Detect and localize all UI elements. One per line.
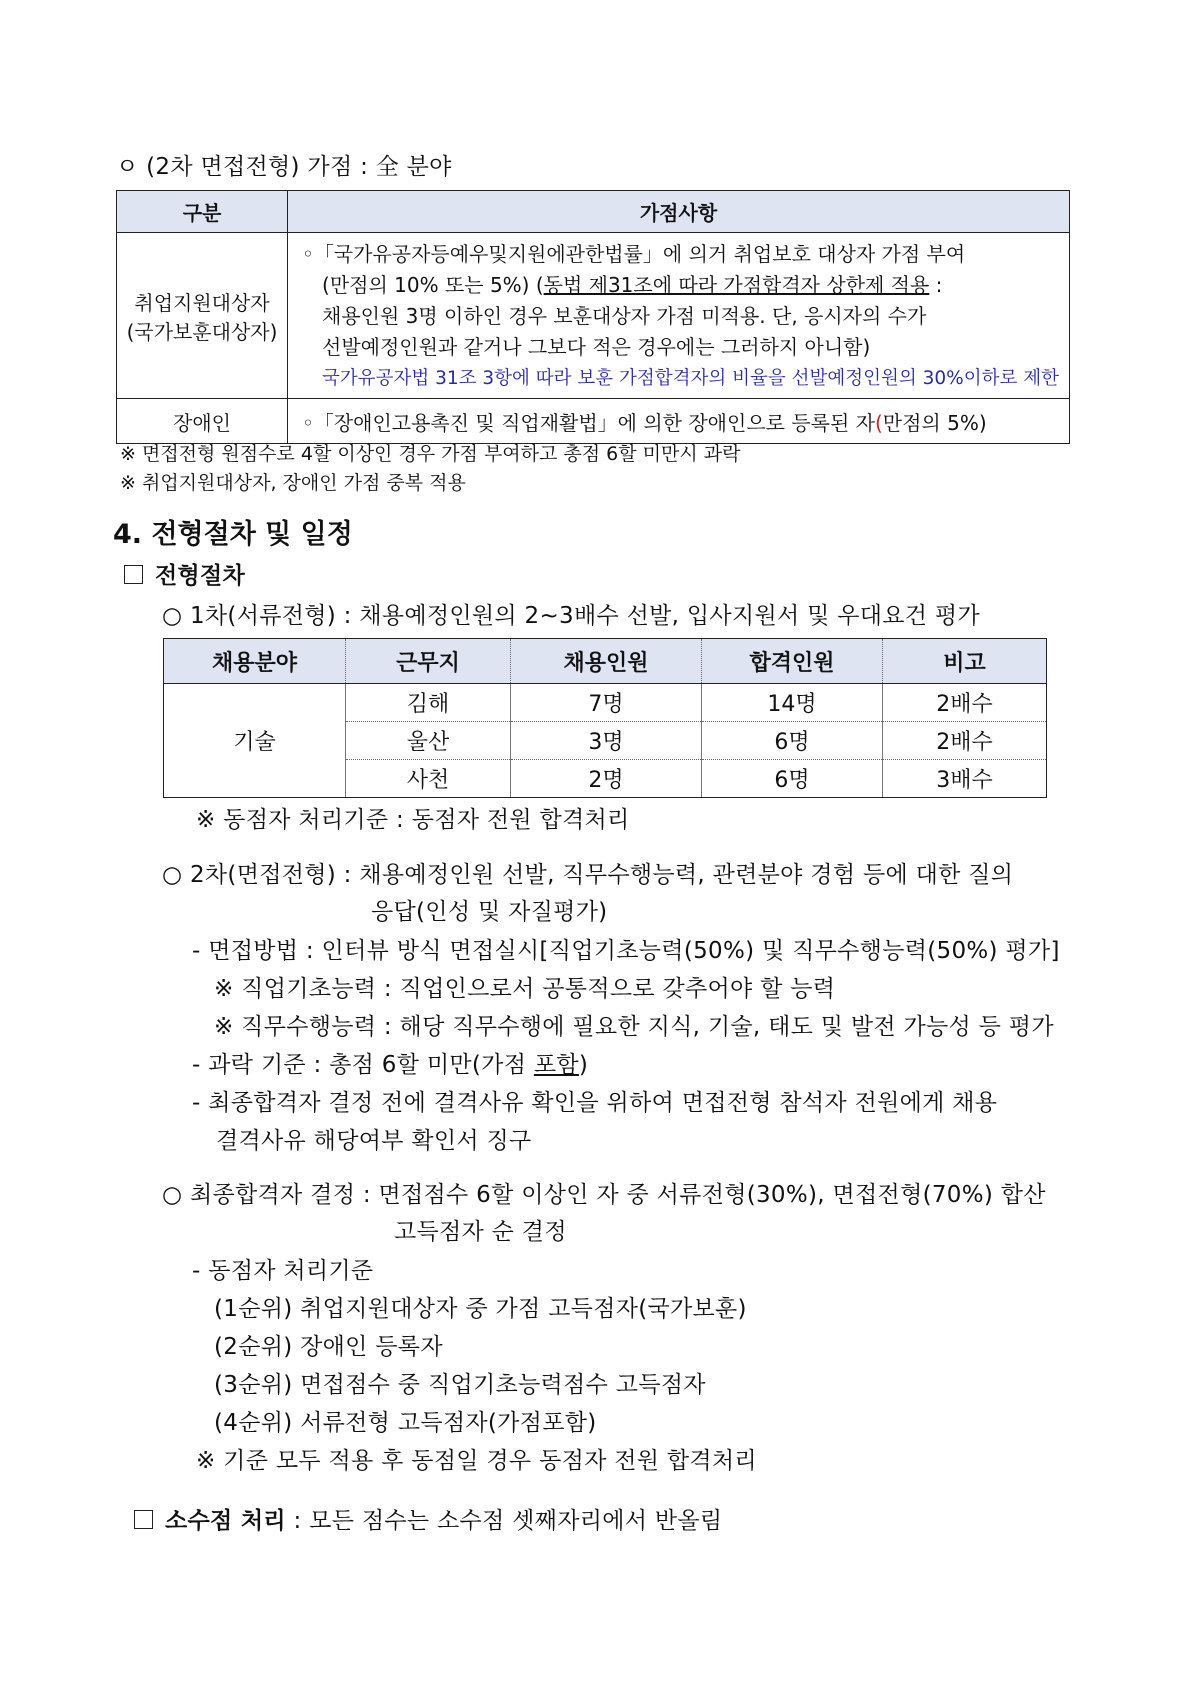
tie-note: ※ 기준 모두 적용 후 동점일 경우 동점자 전원 합격처리 bbox=[196, 1448, 757, 1474]
bonus-header-category: 구분 bbox=[117, 191, 288, 233]
rounding-label: 소수점 처리 bbox=[165, 1508, 286, 1534]
table-cell: 김해 bbox=[346, 684, 511, 722]
veterans-line-2 bbox=[302, 270, 1059, 301]
procedure-label: 전형절차 bbox=[155, 563, 246, 589]
hire-header-hire-count: 채용인원 bbox=[511, 639, 702, 684]
hire-header-pass-count: 합격인원 bbox=[702, 639, 883, 684]
bonus-table-header bbox=[117, 191, 1070, 233]
veterans-line-blue-note: 국가유공자법 31조 3항에 따라 보훈 가점합격자의 비율을 선발예정인원의 30%이하로 제한 bbox=[322, 368, 1059, 389]
table-cell: 3배수 bbox=[883, 760, 1047, 798]
final-decision-line2: 고득점자 순 결정 bbox=[394, 1219, 567, 1245]
hire-header-location: 근무지 bbox=[346, 639, 511, 684]
hire-header-field: 채용분야 bbox=[164, 639, 346, 684]
table-cell: 6명 bbox=[702, 722, 883, 760]
tie-rank-2: (2순위) 장애인 등록자 bbox=[214, 1334, 443, 1360]
table-cell: 14명 bbox=[702, 684, 883, 722]
note-basic-competency: ※ 직업기초능력 : 직업인으로서 공통적으로 갖추어야 할 능력 bbox=[214, 976, 836, 1002]
bonus-row-veterans bbox=[117, 233, 1070, 399]
table-row bbox=[164, 684, 1047, 722]
bonus-row-veterans-label bbox=[117, 233, 288, 399]
veterans-label-line2: (국가보훈대상자) bbox=[126, 319, 278, 344]
tie-rank-4: (4순위) 서류전형 고득점자(가점포함) bbox=[214, 1410, 597, 1436]
final-decision-line1: ○ 최종합격자 결정 : 면접점수 6할 이상인 자 중 서류전형(30%), 면접전형(70%) 합산 bbox=[162, 1182, 1046, 1208]
veterans-label-line1: 취업지원대상자 bbox=[134, 290, 270, 315]
tie-rank-3: (3순위) 면접점수 중 직업기초능력점수 고득점자 bbox=[214, 1372, 706, 1398]
rounding-line bbox=[134, 1502, 722, 1535]
veterans-line-1: ◦「국가유공자등예우및지원에관한법률」에 의거 취업보호 대상자 가점 부여 bbox=[302, 242, 966, 266]
bonus-header-detail: 가점사항 bbox=[288, 191, 1070, 233]
procedure-heading bbox=[124, 557, 245, 590]
veterans-line-2a: (만점의 10% 또는 5%) ( bbox=[322, 273, 544, 297]
fail-criteria-b: ) bbox=[578, 1052, 589, 1078]
hire-table bbox=[163, 638, 1047, 798]
fail-criteria-a: - 과락 기준 : 총점 6할 미만(가점 bbox=[192, 1052, 534, 1078]
table-cell: 울산 bbox=[346, 722, 511, 760]
veterans-line-3: 채용인원 3명 이하인 경우 보훈대상자 가점 미적용. 단, 응시자의 수가 bbox=[322, 304, 927, 328]
checkbox-square-icon bbox=[124, 565, 143, 584]
bonus-heading: ㅇ (2차 면접전형) 가점 : 全 분야 bbox=[116, 154, 452, 180]
fail-criteria-underlined: 포함 bbox=[533, 1052, 579, 1078]
table-cell: 3명 bbox=[511, 722, 702, 760]
hire-header-remark: 비고 bbox=[883, 639, 1047, 684]
table-cell: 사천 bbox=[346, 760, 511, 798]
stage1-text: ○ 1차(서류전형) : 채용예정인원의 2~3배수 선발, 입사지원서 및 우대요건 평가 bbox=[162, 603, 980, 629]
disabled-red-mark: ( bbox=[874, 410, 883, 435]
veterans-line-4: 선발예정인원과 같거나 그보다 적은 경우에는 그러하지 아니함) bbox=[322, 335, 871, 359]
fail-criteria bbox=[192, 1046, 588, 1079]
checkbox-square-icon bbox=[134, 1510, 153, 1529]
table-cell: 2명 bbox=[511, 760, 702, 798]
veterans-line-2-underlined: 동법 제31조에 따라 가점합격자 상한제 적용 bbox=[543, 273, 930, 297]
stage2-line1: ○ 2차(면접전형) : 채용예정인원 선발, 직무수행능력, 관련분야 경험 등에 대한 질의 bbox=[162, 862, 1014, 888]
table-cell: 6명 bbox=[702, 760, 883, 798]
tie-rank-1: (1순위) 취업지원대상자 중 가점 고득점자(국가보훈) bbox=[214, 1296, 747, 1322]
final-check-line2: 결격사유 해당여부 확인서 징구 bbox=[216, 1128, 532, 1154]
section4-title: 4. 전형절차 및 일정 bbox=[113, 519, 353, 550]
bonus-row-disabled bbox=[117, 399, 1070, 444]
bonus-note-1: ※ 면접전형 원점수로 4할 이상인 경우 가점 부여하고 총점 6할 미만시 과락 bbox=[120, 443, 741, 465]
final-check-line1: - 최종합격자 결정 전에 결격사유 확인을 위하여 면접전형 참석자 전원에게 채용 bbox=[192, 1090, 998, 1116]
stage2-line2: 응답(인성 및 자질평가) bbox=[371, 899, 608, 925]
table-cell: 2배수 bbox=[883, 722, 1047, 760]
table-cell: 2배수 bbox=[883, 684, 1047, 722]
veterans-line-2c: : bbox=[929, 273, 943, 297]
disabled-text-b: 만점의 5%) bbox=[882, 410, 987, 435]
interview-method: - 면접방법 : 인터뷰 방식 면접실시[직업기초능력(50%) 및 직무수행능력(50%) 평가] bbox=[192, 938, 1060, 964]
bonus-row-disabled-label: 장애인 bbox=[117, 399, 288, 444]
bonus-row-veterans-detail bbox=[288, 233, 1070, 399]
stage1-note: ※ 동점자 처리기준 : 동점자 전원 합격처리 bbox=[196, 807, 630, 833]
tie-title: - 동점자 처리기준 bbox=[192, 1258, 374, 1284]
hire-table-header bbox=[164, 639, 1047, 684]
disabled-text-a: ◦「장애인고용촉진 및 직업재활법」에 의한 장애인으로 등록된 자 bbox=[302, 410, 875, 435]
bonus-table bbox=[116, 190, 1070, 444]
bonus-row-disabled-detail bbox=[288, 399, 1070, 444]
hire-field-cell: 기술 bbox=[164, 684, 346, 798]
table-cell: 7명 bbox=[511, 684, 702, 722]
note-job-competency: ※ 직무수행능력 : 해당 직무수행에 필요한 지식, 기술, 태도 및 발전 가능성 등 평가 bbox=[214, 1014, 1054, 1040]
rounding-text: : 모든 점수는 소수점 셋째자리에서 반올림 bbox=[285, 1508, 723, 1534]
bonus-note-2: ※ 취업지원대상자, 장애인 가점 중복 적용 bbox=[120, 472, 466, 494]
